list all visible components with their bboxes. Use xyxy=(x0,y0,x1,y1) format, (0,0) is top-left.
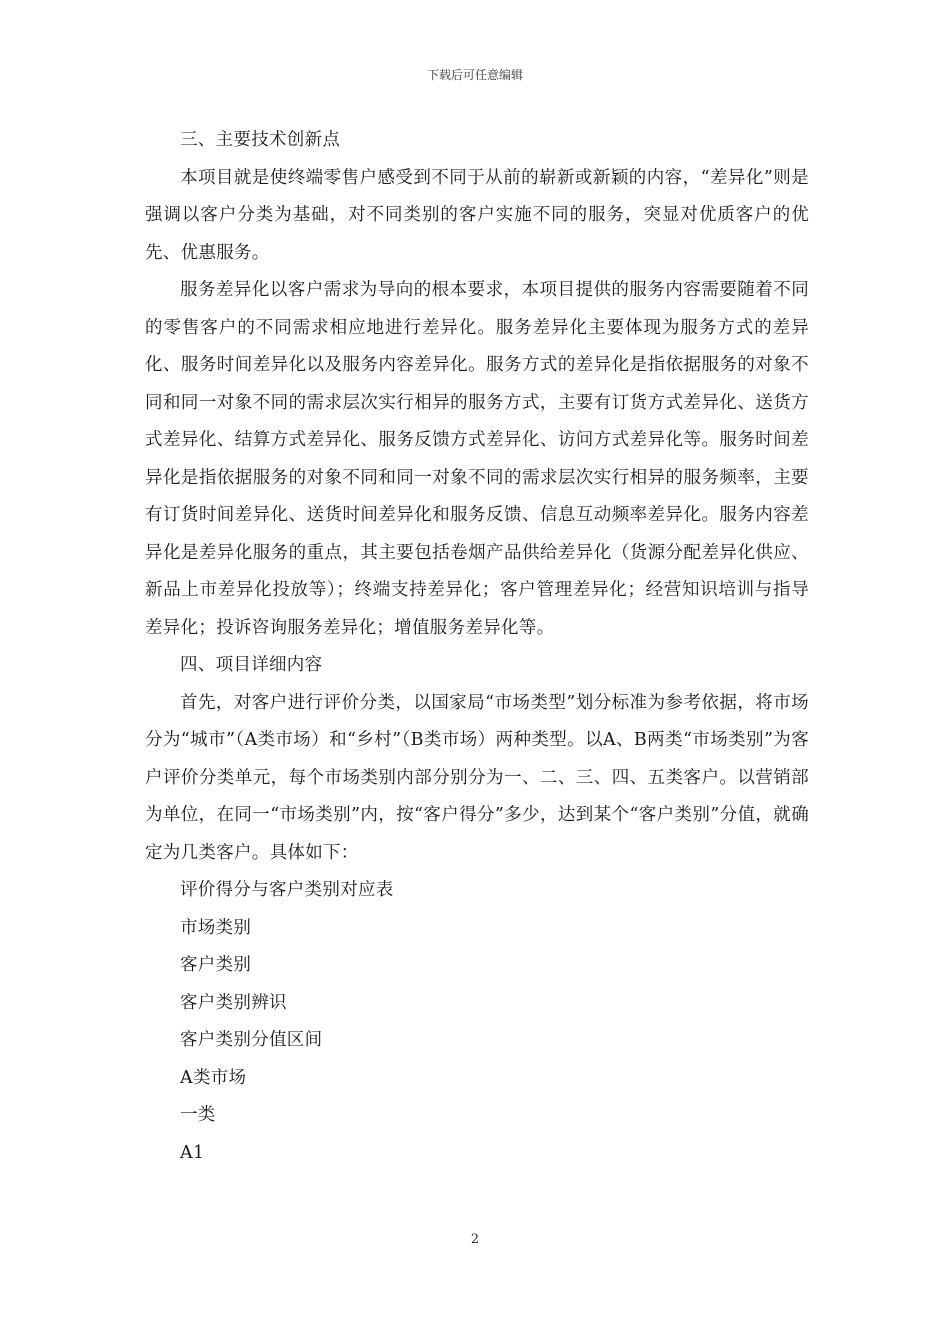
section-heading-innovation: 三、主要技术创新点 xyxy=(180,130,341,150)
table-line: 客户类别分值区间 xyxy=(180,1030,323,1050)
paragraph-innovation-1: 本项目就是使终端零售户感受到不同于从前的崭新或新颖的内容，“差异化”则是强调以客户分类为基础，对不同类别的客户实施不同的服务，突显对优质客户的优先、优惠服务。 xyxy=(145,167,809,263)
table-caption: 评价得分与客户类别对应表 xyxy=(180,880,394,900)
table-line: 一类 xyxy=(180,1105,216,1125)
page-header: 下载后可任意编辑 xyxy=(426,68,523,82)
table-line: 客户类别 xyxy=(180,955,252,975)
table-line: A类市场 xyxy=(180,1067,247,1088)
table-line: 客户类别辨识 xyxy=(180,992,287,1013)
document-body xyxy=(145,122,809,1172)
paragraph-innovation-2: 服务差异化以客户需求为导向的根本要求，本项目提供的服务内容需要随着不同的零售客户的不同需求相应地进行差异化。服务差异化主要体现为服务方式的差异化、服务时间差异化以及服务内容差异化。服务方式的差异化是指依据服务的对象不同和同一对象不同的需求层次实行相异的服务方式，主要有订货方式差异化、送货方式差异化、结算方式差异化、服务反馈方式差异化、访问方式差异化等。服务时间差异化是指依据服务的对象不同和同一对象不同的需求层次实行相异的服务频率，主要有订货时间差异化、送货时间差异化和服务反馈、信息互动频率差异化。服务内容差异化是差异化服务的重点，其主要包括卷烟产品供给差异化（货源分配差异化供应、新品上市差异化投放等）；终端支持差异化；客户管理差异化；经营知识培训与指导差异化；投诉咨询服务差异化；增值服务差异化等。 xyxy=(145,280,809,638)
table-line: 市场类别 xyxy=(180,917,252,938)
section-heading-details: 四、项目详细内容 xyxy=(180,655,323,675)
paragraph-details-1: 首先，对客户进行评价分类，以国家局“市场类型”划分标准为参考依据，将市场分为“城市”（A类市场）和“乡村”（B类市场）两种类型。以A、B两类“市场类别”为客户评价分类单元，每个市场类别内部分别分为一、二、三、四、五类客户。以营销部为单位，在同一“市场类别”内，按“客户得分”多少，达到某个“客户类别”分值，就确定为几类客户。具体如下： xyxy=(145,692,809,863)
table-line: A1 xyxy=(180,1142,205,1163)
page-number: 2 xyxy=(470,1232,480,1247)
